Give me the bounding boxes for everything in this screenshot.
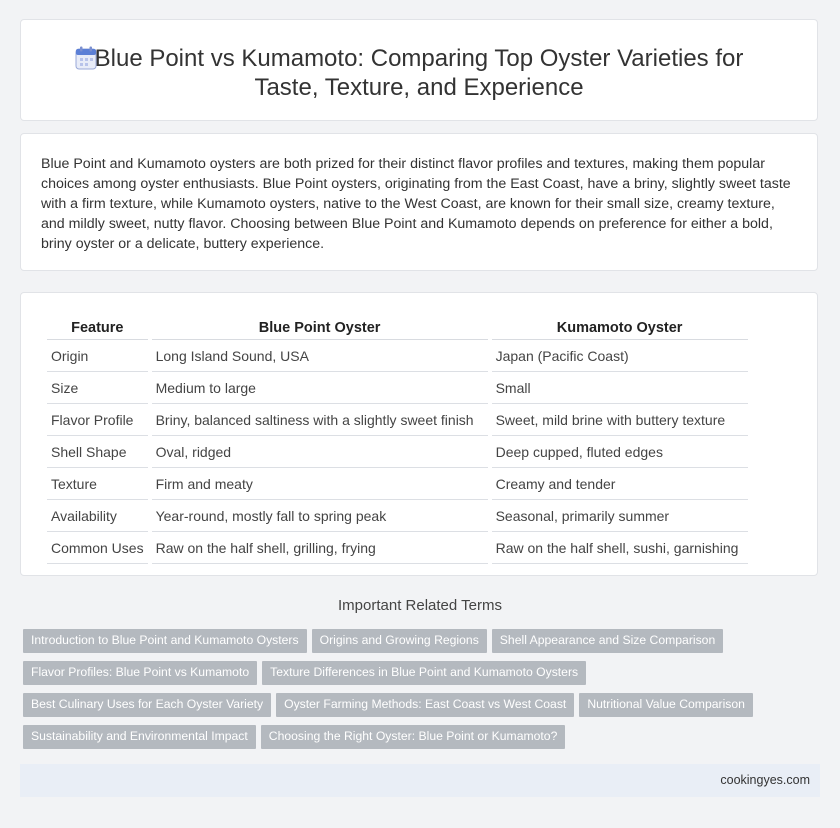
- cell-feature: Availability: [47, 502, 148, 532]
- cell-kumamoto: Creamy and tender: [492, 470, 748, 500]
- cell-blue-point: Briny, balanced saltiness with a slightly sweet finish: [152, 406, 488, 436]
- related-term-tag[interactable]: Flavor Profiles: Blue Point vs Kumamoto: [23, 661, 257, 685]
- related-term-tag[interactable]: Shell Appearance and Size Comparison: [492, 629, 723, 653]
- footer: [20, 764, 820, 797]
- cell-blue-point: Year-round, mostly fall to spring peak: [152, 502, 488, 532]
- cell-feature: Common Uses: [47, 534, 148, 564]
- footer-site[interactable]: cookingyes.com: [720, 773, 810, 787]
- intro-paragraph: Blue Point and Kumamoto oysters are both prized for their distinct flavor profiles and textures, making them popular choices among oyster enthusiasts. Blue Point oysters, originating from the East Coast, have a briny, slightly sweet taste with a firm texture, while Kumamoto oysters, native to the West Coast, are known for their small size, creamy texture, and mildly sweet, nutty flavor. Choosing between Blue Point and Kumamoto depends on preference for either a bold, briny oyster or a delicate, buttery experience.: [41, 156, 791, 252]
- cell-feature: Texture: [47, 470, 148, 500]
- cell-kumamoto: Japan (Pacific Coast): [492, 342, 748, 372]
- related-term-tag[interactable]: Origins and Growing Regions: [312, 629, 487, 653]
- related-term-tag[interactable]: Introduction to Blue Point and Kumamoto Oysters: [23, 629, 307, 653]
- related-term-tag[interactable]: Sustainability and Environmental Impact: [23, 725, 256, 749]
- table-row: [47, 342, 748, 372]
- header-feature: Feature: [47, 316, 148, 340]
- comparison-table: [43, 314, 752, 566]
- cell-kumamoto: Small: [492, 374, 748, 404]
- table-row: [47, 534, 748, 564]
- cell-blue-point: Firm and meaty: [152, 470, 488, 500]
- cell-blue-point: Raw on the half shell, grilling, frying: [152, 534, 488, 564]
- related-term-tag[interactable]: Nutritional Value Comparison: [579, 693, 753, 717]
- comparison-table-card: [20, 292, 818, 576]
- cell-blue-point: Oval, ridged: [152, 438, 488, 468]
- table-row: [47, 502, 748, 532]
- cell-kumamoto: Raw on the half shell, sushi, garnishing: [492, 534, 748, 564]
- table-header-row: [47, 316, 748, 340]
- page-title: [21, 44, 817, 102]
- page-title-line2: Taste, Texture, and Experience: [254, 74, 584, 101]
- related-term-tag[interactable]: Oyster Farming Methods: East Coast vs West Coast: [276, 693, 574, 717]
- cell-feature: Size: [47, 374, 148, 404]
- header-kumamoto: Kumamoto Oyster: [492, 316, 748, 340]
- table-row: [47, 438, 748, 468]
- cell-blue-point: Medium to large: [152, 374, 488, 404]
- cell-kumamoto: Seasonal, primarily summer: [492, 502, 748, 532]
- table-row: [47, 470, 748, 500]
- title-card: [20, 19, 818, 121]
- cell-kumamoto: Sweet, mild brine with buttery texture: [492, 406, 748, 436]
- header-blue-point: Blue Point Oyster: [152, 316, 488, 340]
- related-term-tag[interactable]: Choosing the Right Oyster: Blue Point or Kumamoto?: [261, 725, 566, 749]
- page-title-line1: Blue Point vs Kumamoto: Comparing Top Oyster Varieties for: [94, 45, 744, 72]
- related-terms-title: Important Related Terms: [338, 597, 502, 614]
- cell-feature: Origin: [47, 342, 148, 372]
- cell-feature: Shell Shape: [47, 438, 148, 468]
- cell-kumamoto: Deep cupped, fluted edges: [492, 438, 748, 468]
- related-term-tag[interactable]: Best Culinary Uses for Each Oyster Variety: [23, 693, 271, 717]
- related-terms-list: [23, 629, 823, 757]
- related-term-tag[interactable]: Texture Differences in Blue Point and Kumamoto Oysters: [262, 661, 586, 685]
- table-row: [47, 374, 748, 404]
- table-row: [47, 406, 748, 436]
- cell-feature: Flavor Profile: [47, 406, 148, 436]
- cell-blue-point: Long Island Sound, USA: [152, 342, 488, 372]
- intro-card: [20, 133, 818, 271]
